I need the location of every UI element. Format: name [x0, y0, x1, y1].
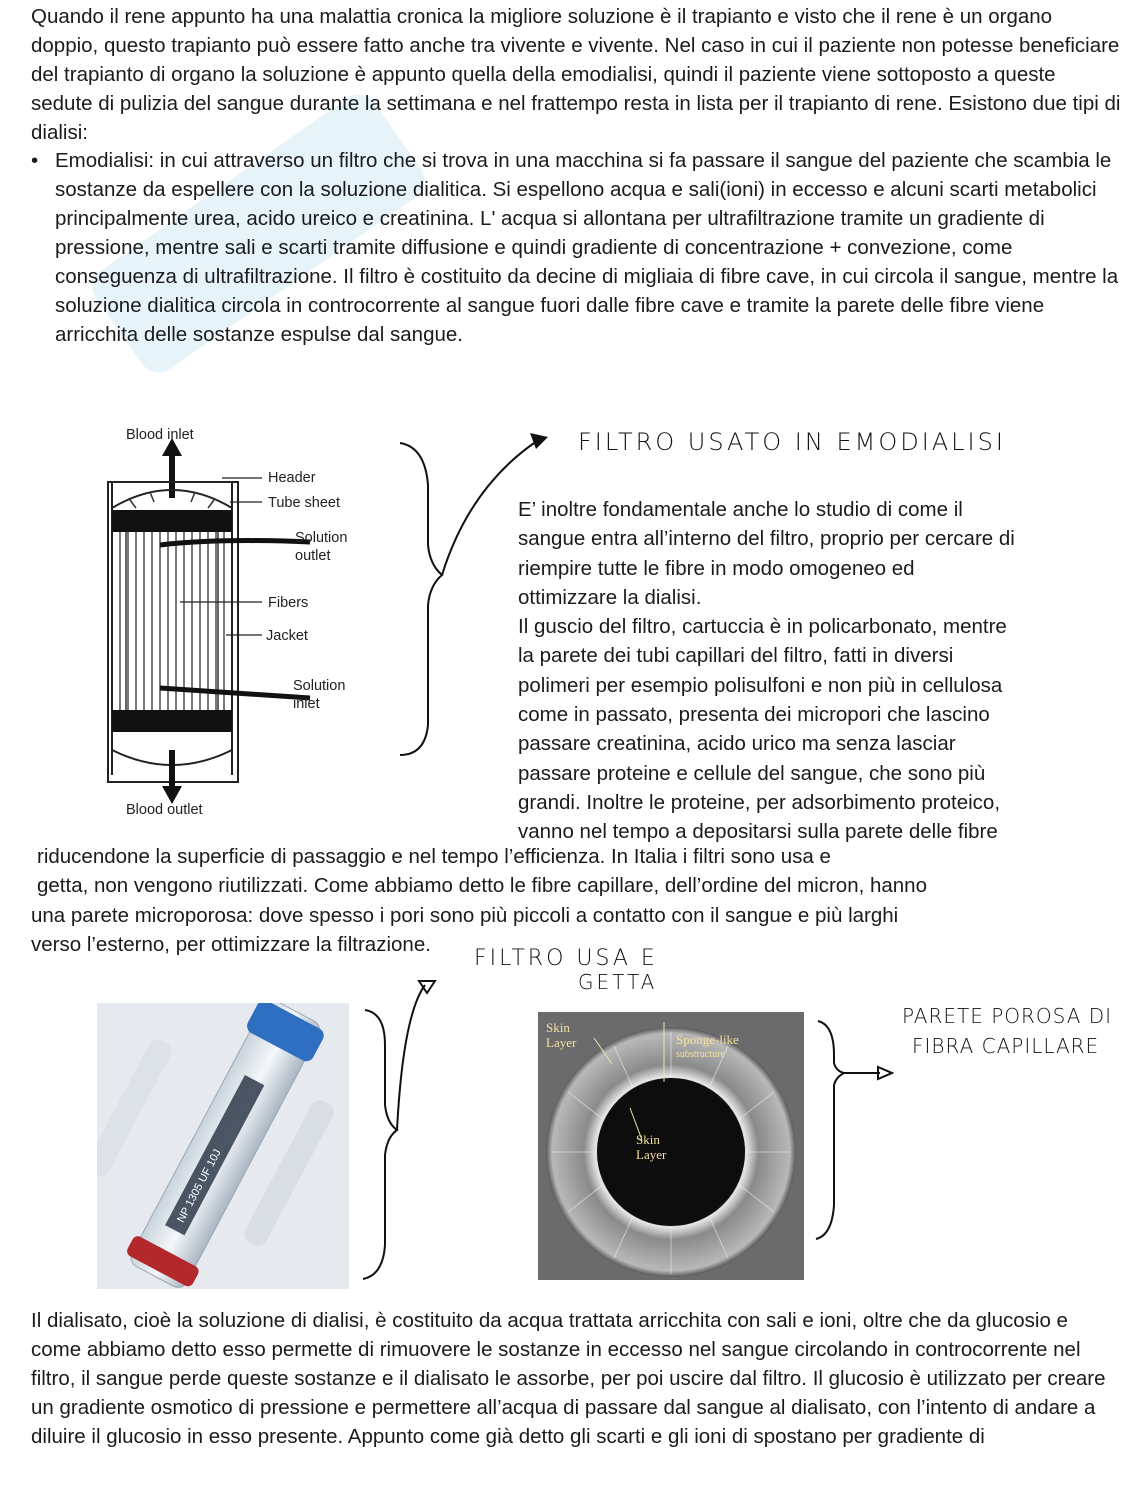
filter-cartridge-illustration — [97, 1003, 349, 1289]
intro-paragraph: Quando il rene appunto ha una malattia cronica la migliore soluzione è il trapianto e visto che il rene è un organo doppio, questo trapianto può essere fatto anche tra vivente e vivente. Nel caso in cui il paziente non potesse beneficiare del trapianto di organo la soluzione è appunto quella della emodialisi, quindi il paziente viene sottoposto a queste sedute di pulizia del sangue durante la settimana e nel frattempo resta in lista per il trapianto di rene. Esistono due tipi di dialisi: — [31, 5, 1121, 144]
continuation-line: riducendone la superficie di passaggio e nel tempo l’efficienza. In Italia i filtri sono usa e — [37, 845, 831, 868]
label-blood-inlet: Blood inlet — [126, 427, 194, 443]
continuation-line: getta, non vengono riutilizzati. Come abbiamo detto le fibre capillare, dell’ordine del micron, hanno — [37, 874, 927, 898]
label-jacket: Jacket — [266, 628, 308, 644]
label-solution-inlet: Solution — [293, 678, 346, 694]
handwritten-capillary-fiber: FIBRA CAPILLARE — [912, 1034, 1100, 1058]
side-text-line: vanno nel tempo a depositarsi sulla parete delle fibre — [518, 820, 998, 844]
side-text-line: Il guscio del filtro, cartuccia è in policarbonato, mentre — [518, 615, 1007, 639]
side-text-column — [518, 495, 1128, 847]
emodialisi-bullet-text: Emodialisi: in cui attraverso un filtro che si trova in una macchina si fa passare il sangue del paziente che scambia le sostanze da espellere con la soluzione dialitica. Si espellono acqua e sali(ioni) in eccesso e alcuni scarti metabolici principalmente urea, acido ureico e creatinina. L' acqua si allontana per ultrafiltrazione tramite un gradiente di pressione, mentre sali e scarti tramite diffusione e quindi gradiente di concentrazione + convezione, come conseguenza di ultrafiltrazione. Il filtro è costituito da decine di migliaia di fibre cave, in cui circola il sangue, mentre la soluzione dialitica circola in controcorrente al sangue fuori dalle fibre cave e tramite la parete delle fibre viene arricchita delle sostanze espulse dal sangue. — [55, 149, 1119, 346]
fiber-cross-section — [538, 1012, 804, 1280]
continuation-line: verso l’esterno, per ottimizzare la filtrazione. — [31, 932, 431, 956]
side-text-line: come in passato, presenta dei micropori che lascino — [518, 703, 990, 727]
label-solution-outlet: Solution — [295, 530, 348, 546]
capillary-fiber-micrograph — [538, 1012, 804, 1280]
side-text-line: la parete dei tubi capillari del filtro, fatti in diversi — [518, 644, 954, 668]
final-paragraph: Il dialisato, cioè la soluzione di dialisi, è costituito da acqua trattata arricchita con sali e ioni, oltre che da glucosio e come abbiamo detto esso permette di rimuovere le sostanze in eccesso nel sangue circolando in controcorrente nel filtro, il sangue perde queste sostanze e il dialisato le assorbe, per poi uscire dal filtro. Il glucosio è utilizzato per creare un gradiente osmotico di pressione e permettere all’acqua di passare dal sangue al dialisato, con l’intento di andare a diluire il glucosio in esso presente. Appunto come già detto gli scarti e gli ioni di spostano per gradiente di — [31, 1309, 1106, 1448]
continuation-line: una parete microporosa: dove spesso i pori sono più piccoli a contatto con il sangue e più larghi — [31, 903, 899, 927]
micro-label-skin-layer-center: Skin Layer — [636, 1132, 667, 1162]
label-solution-outlet-2: outlet — [295, 548, 331, 564]
side-text-line: polimeri per esempio polisulfoni e non più in cellulosa — [518, 673, 1003, 697]
handwritten-filter-title: FILTRO USATO IN EMODIALISI — [578, 428, 1006, 456]
handwritten-usa-getta: FILTRO USA E — [474, 946, 658, 971]
micro-label-skin-layer-top: Skin Layer — [546, 1020, 577, 1050]
side-text-line: ottimizzare la dialisi. — [518, 585, 702, 609]
continuation-paragraph — [31, 842, 1131, 959]
micro-label-sponge: Sponge-like substructure — [676, 1032, 739, 1060]
bullet-marker: • — [31, 149, 39, 172]
label-fibers: Fibers — [268, 595, 309, 611]
brace-cartridge — [355, 975, 445, 1285]
dialysis-filter-diagram — [100, 420, 400, 830]
label-solution-inlet-2: inlet — [293, 696, 320, 712]
side-text-line: sangue entra all’interno del filtro, proprio per cercare di — [518, 527, 1015, 551]
label-tube-sheet: Tube sheet — [268, 495, 341, 511]
label-header: Header — [268, 470, 316, 486]
side-text-line: passare creatinina, acido urico ma senza lasciar — [518, 732, 956, 756]
handwritten-getta: GETTA — [578, 970, 658, 994]
handwritten-porous-wall: PARETE POROSA DI — [902, 1004, 1113, 1028]
side-text-line: E’ inoltre fondamentale anche lo studio di come il — [518, 498, 963, 521]
cartridge-print: NP 1305 UF 10J — [175, 1147, 224, 1225]
side-text-line: grandi. Inoltre le proteine, per adsorbimento proteico, — [518, 790, 1001, 814]
filter-cartridge-photo — [97, 1003, 349, 1289]
label-blood-outlet: Blood outlet — [126, 802, 203, 818]
brace-arrow-micrograph — [812, 1015, 902, 1245]
side-text-line: riempire tutte le fibre in modo omogeneo ed — [518, 556, 915, 580]
side-text-line: passare proteine e cellule del sangue, che sono più — [518, 761, 986, 785]
